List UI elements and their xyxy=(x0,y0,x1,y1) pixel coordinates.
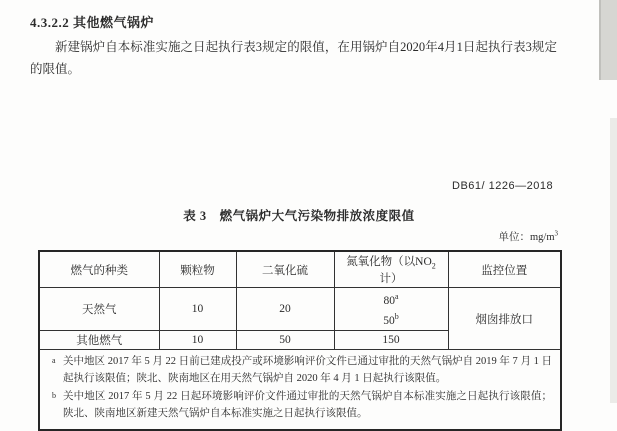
column-header-nox: 氮氧化物（以$NO_2$计） xyxy=(334,251,448,288)
footnote-b xyxy=(49,388,552,423)
cell-fuel-natural-gas: 天然气 xyxy=(39,288,159,331)
footnote-a-text: 关中地区 2017 年 5 月 22 日前已建成投产或环境影响评价文件已通过审批的天然气锅炉自 2019 年 7 月 1 日起执行该限值；陕北、陕南地区在用天然气锅炉自 2020 年 4 月 1 日起执行该限值。 xyxy=(63,355,552,385)
footnote-a-marker: a xyxy=(52,355,56,365)
cell-nox-other-gas: 150 xyxy=(334,330,448,349)
table-title: 表 3 燃气锅炉大气污染物排放浓度限值 xyxy=(183,209,415,223)
scan-edge-artifact-right xyxy=(610,118,617,403)
unit-text: 单位：mg/m xyxy=(498,232,555,243)
section-heading: 4.3.2.2 其他燃气锅炉 xyxy=(30,15,155,30)
scan-edge-artifact-top xyxy=(599,0,617,80)
cell-fuel-other-gas: 其他燃气 xyxy=(39,330,159,349)
table-footnote-row xyxy=(39,349,561,430)
table-header-row xyxy=(39,251,561,288)
cell-so2-natural-gas: 20 xyxy=(236,288,334,331)
unit-superscript: 3 xyxy=(554,229,558,238)
table-row-natural-gas xyxy=(39,288,561,331)
footnotes-cell xyxy=(39,349,561,430)
footnote-b-marker: b xyxy=(52,390,56,400)
cell-pm-other-gas: 10 xyxy=(159,330,236,349)
unit-label xyxy=(38,229,558,244)
column-header-monitoring-location: 监控位置 xyxy=(448,251,561,288)
nox-limit-b: 50$^b$ xyxy=(383,312,399,327)
footnote-b-text: 关中地区 2017 年 5 月 22 日起环境影响评价文件通过审批的天然气锅炉自本标准实施之日起执行该限值；陕北、陕南地区新建天然气锅炉自本标准实施之日起执行该限值。 xyxy=(63,390,552,420)
column-header-so2: 二氧化硫 xyxy=(236,251,334,288)
nox-limit-a: 80$^a$ xyxy=(383,292,399,308)
cell-monitoring-location: 烟囱排放口 xyxy=(448,288,561,350)
column-header-fuel-type: 燃气的种类 xyxy=(39,251,159,288)
document-code: DB61/ 1226—2018 xyxy=(452,180,554,192)
cell-pm-natural-gas: 10 xyxy=(159,288,236,331)
cell-nox-natural-gas xyxy=(334,288,448,331)
cell-so2-other-gas: 50 xyxy=(236,330,334,349)
body-paragraph: 新建锅炉自本标准实施之日起执行表3规定的限值，在用锅炉自2020年4月1日起执行表3规定的限值。 xyxy=(30,40,557,76)
emission-limits-table xyxy=(38,250,562,431)
footnote-a xyxy=(49,353,552,388)
column-header-particulate: 颗粒物 xyxy=(159,251,236,288)
